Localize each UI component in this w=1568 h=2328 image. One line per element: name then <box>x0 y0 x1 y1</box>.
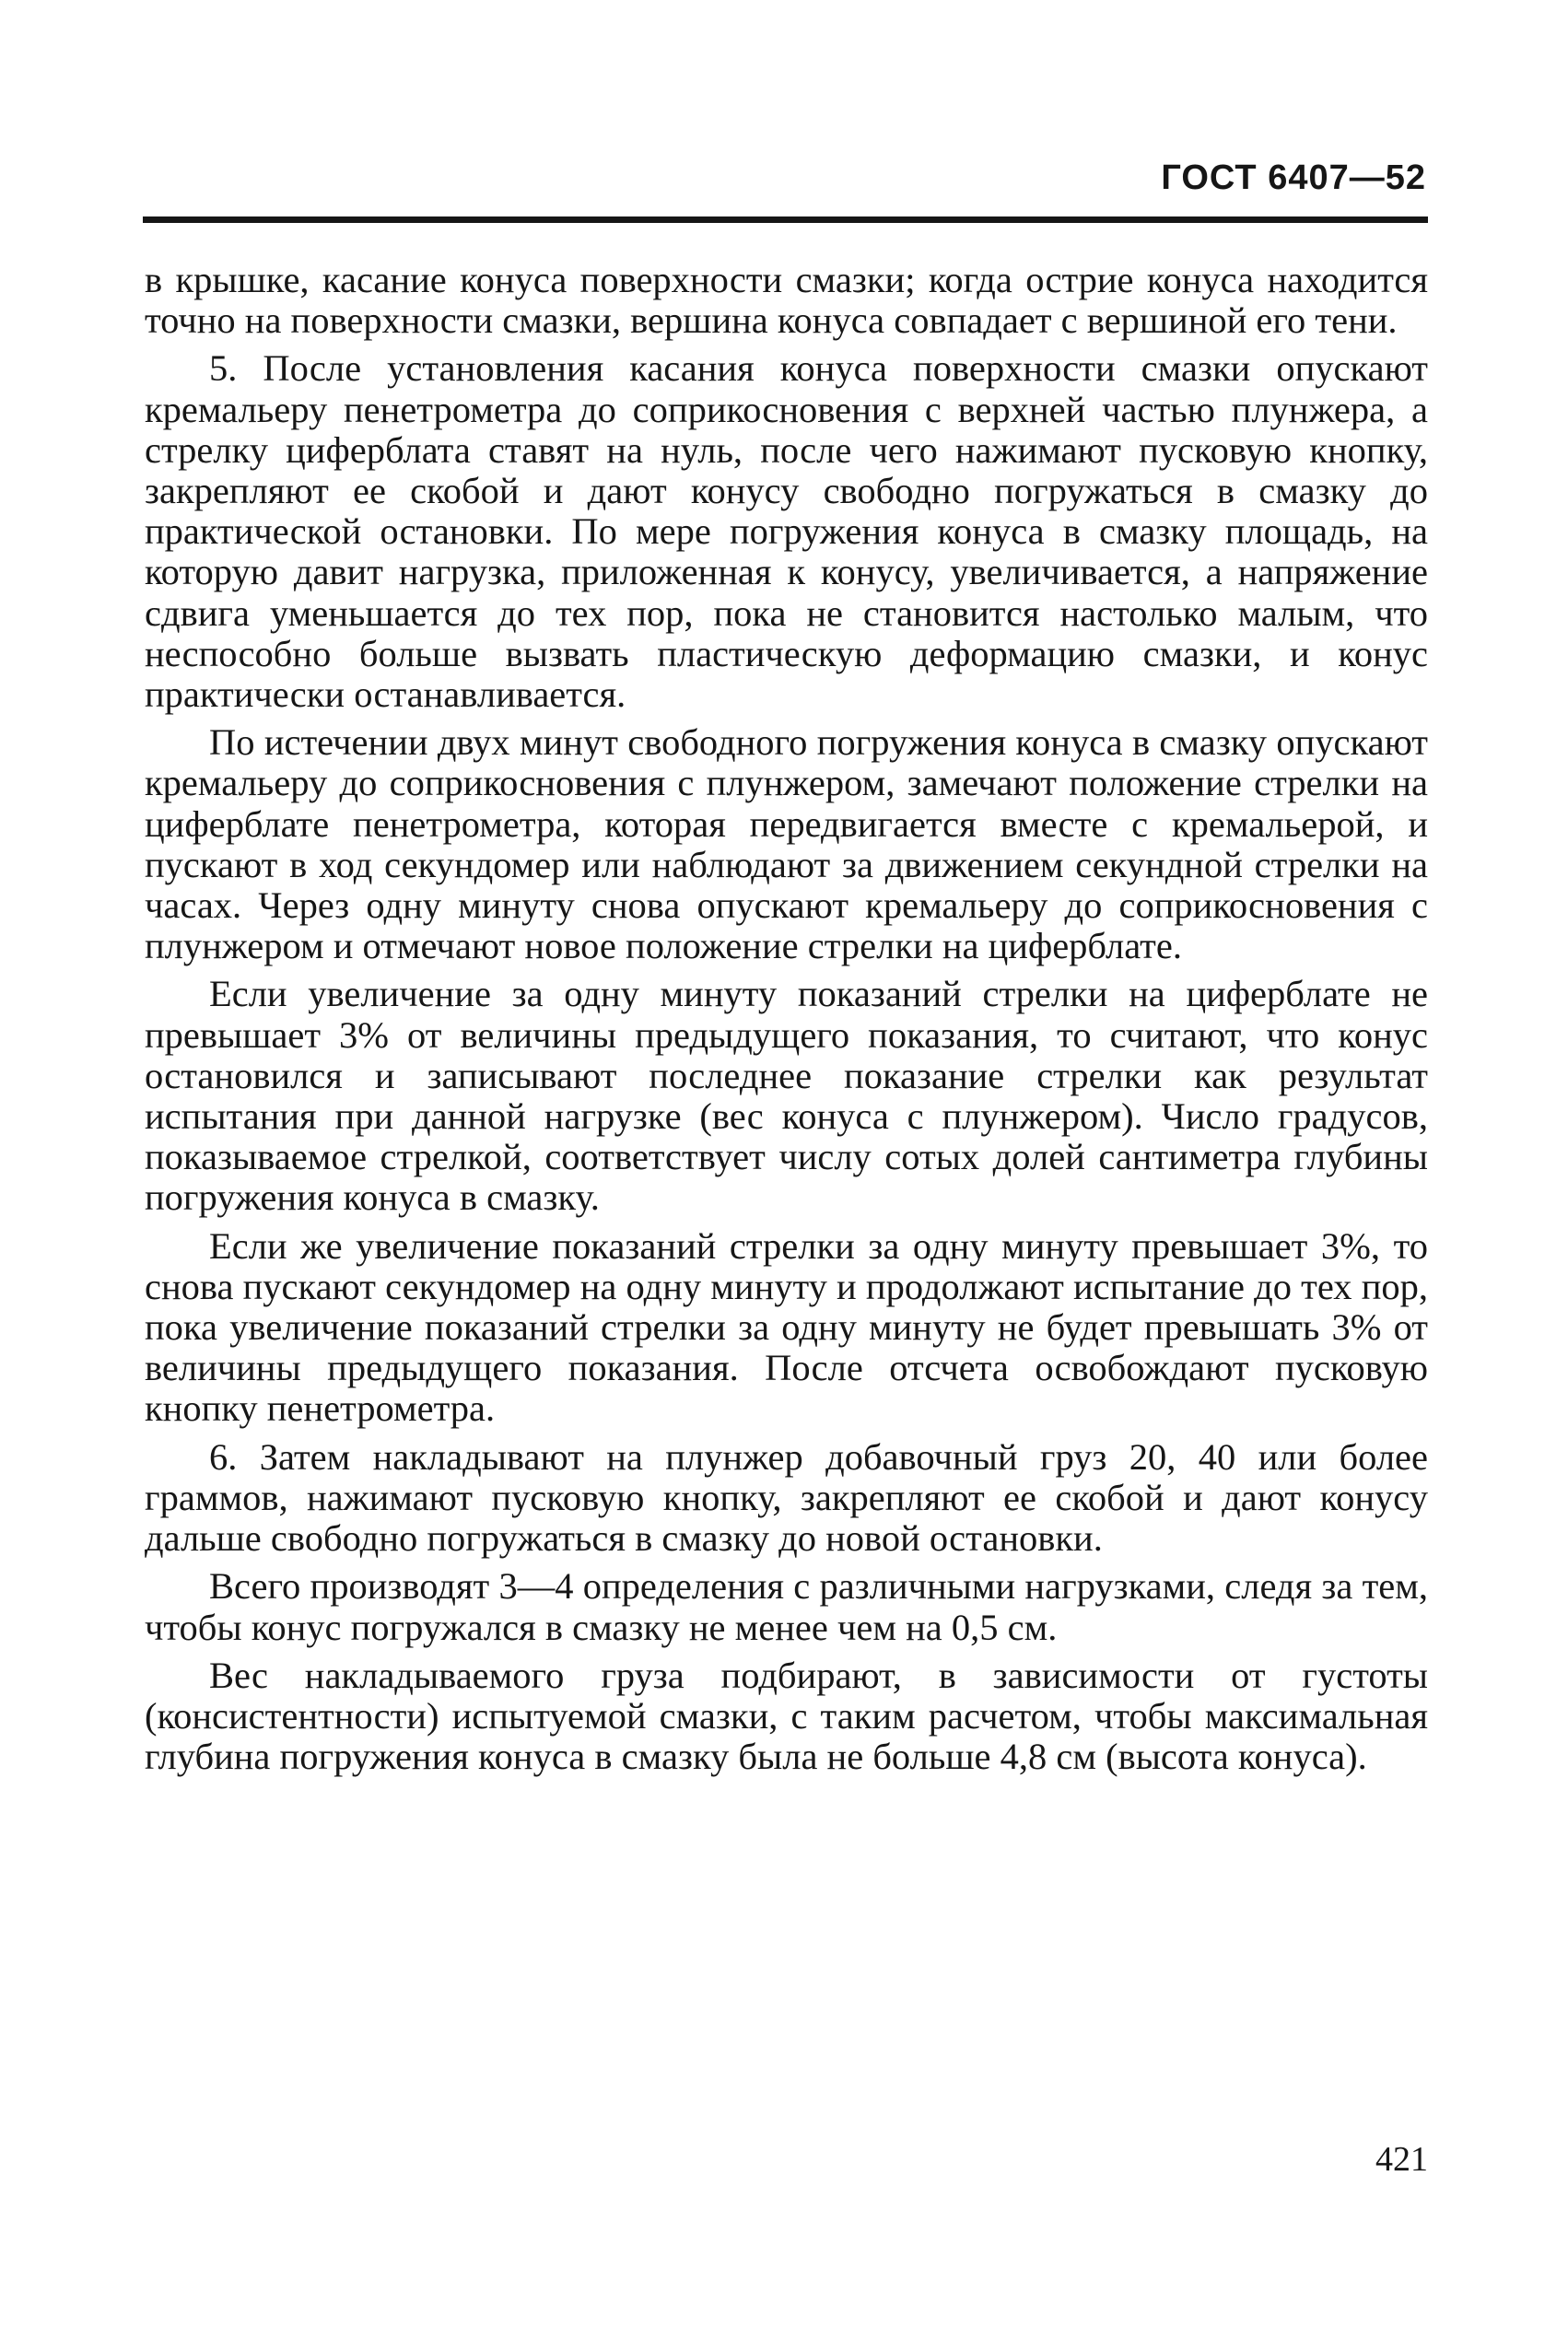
header-divider <box>143 216 1428 223</box>
body-text <box>145 260 1428 1784</box>
paragraph: Вес накладываемого груза подбирают, в зависимости от густоты (консистентности) испытуемой смазки, с таким расчетом, чтобы максимальная глубина погружения конуса в смазку была не больше 4,8 см (высота конуса). <box>145 1654 1428 1778</box>
paragraph-continuation: в крышке, касание конуса поверхности смазки; когда острие конуса находится точно на поверхности смазки, вершина конуса совпадает с вершиной его тени. <box>145 259 1428 342</box>
paragraph: По истечении двух минут свободного погружения конуса в смазку опускают кремальеру до соприкосновения с плунжером, замечают положение стрелки на циферблате пенетрометра, которая передвигается вместе с кремальерой, и пускают в ход секундомер или наблюдают за движением секундной стрелки на часах. Через одну минуту снова опускают кремальеру до соприкосновения с плунжером и отмечают новое положение стрелки на циферблате. <box>145 721 1428 967</box>
paragraph: Всего производят 3—4 определения с различными нагрузками, следя за тем, чтобы конус погружался в смазку не менее чем на 0,5 см. <box>145 1565 1428 1648</box>
paragraph-item-6: 6. Затем накладывают на плунжер добавочный груз 20, 40 или более граммов, нажимают пусковую кнопку, закрепляют ее скобой и дают конусу дальше свободно погружаться в смазку до новой остановки. <box>145 1435 1428 1560</box>
page-number: 421 <box>1375 2140 1428 2179</box>
paragraph: Если увеличение за одну минуту показаний стрелки на циферблате не превышает 3% от величины предыдущего показания, то считают, что конус остановился и записывают последнее показание стрелки как результат испытания при данной нагрузке (вес конуса с плунжером). Число градусов, показываемое стрелкой, соответствует числу сотых долей сантиметра глубины погружения конуса в смазку. <box>145 973 1428 1219</box>
document-header-title: ГОСТ 6407—52 <box>1161 158 1426 197</box>
paragraph: Если же увеличение показаний стрелки за одну минуту превышает 3%, то снова пускают секундомер на одну минуту и продолжают испытание до тех пор, пока увеличение показаний стрелки за одну минуту не будет превышать 3% от величины предыдущего показания. После отсчета освобождают пусковую кнопку пенетрометра. <box>145 1224 1428 1430</box>
paragraph-item-5: 5. После установления касания конуса поверхности смазки опускают кремальеру пенетрометра до соприкосновения с верхней частью плунжера, а стрелку циферблата ставят на нуль, после чего нажимают пусковую кнопку, закрепляют ее скобой и дают конусу свободно погружаться в смазку до практической остановки. По мере погружения конуса в смазку площадь, на которую давит нагрузка, приложенная к конусу, увеличивается, а напряжение сдвига уменьшается до тех пор, пока не становится настолько малым, что неспособно больше вызвать пластическую деформацию смазки, и конус практически останавливается. <box>145 347 1428 716</box>
